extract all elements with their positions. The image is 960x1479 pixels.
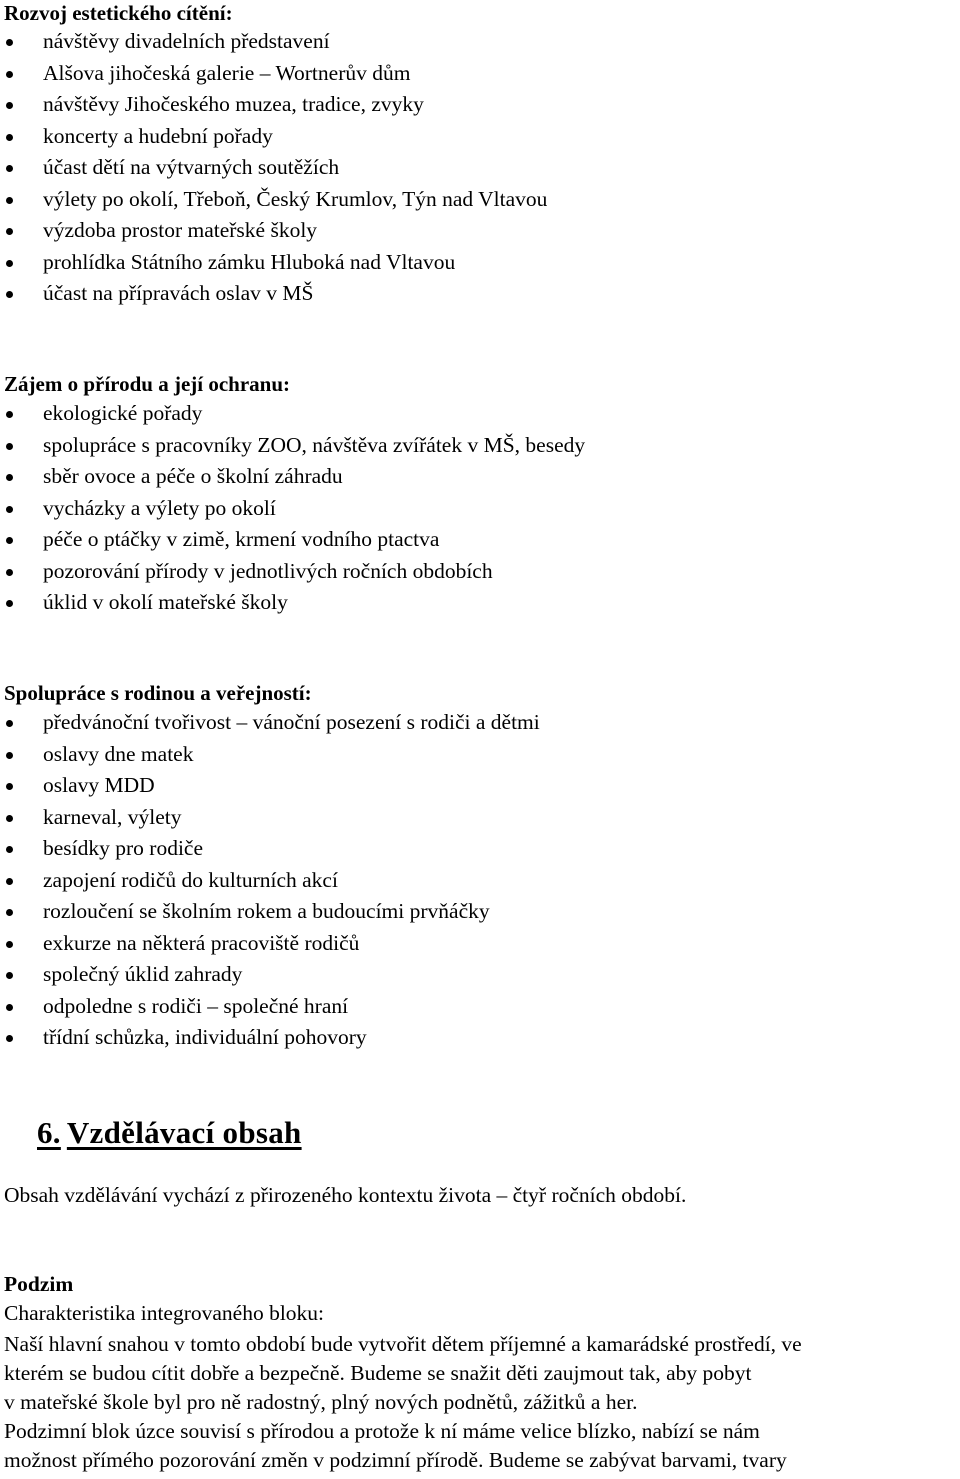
section-heading-nature: Zájem o přírodu a její ochranu: [4, 372, 291, 396]
list-item [0, 587, 585, 619]
bullet-icon [6, 102, 13, 109]
list-item [0, 152, 547, 184]
list-item [0, 26, 547, 58]
bullet-icon [6, 537, 13, 544]
bullet-icon [6, 1004, 13, 1011]
bullet-icon [6, 1035, 13, 1042]
list-item [0, 1022, 540, 1054]
bullet-icon [6, 228, 13, 235]
list-item [0, 770, 540, 802]
list-item [0, 89, 547, 121]
list-item-text: oslavy MDD [43, 773, 155, 797]
bullet-list-family [0, 707, 540, 1054]
bullet-icon [6, 752, 13, 759]
list-item [0, 430, 585, 462]
list-item [0, 524, 585, 556]
list-item [0, 928, 540, 960]
list-item-text: účast na přípravách oslav v MŠ [43, 281, 314, 305]
list-item-text: společný úklid zahrady [43, 962, 243, 986]
list-item [0, 58, 547, 90]
season-body [4, 1330, 802, 1475]
bullet-icon [6, 783, 13, 790]
list-item-text: sběr ovoce a péče o školní záhradu [43, 464, 343, 488]
season-line: Podzimní blok úzce souvisí s přírodou a protože k ní máme velice blízko, nabízí se nám [4, 1419, 760, 1443]
list-item-text: ekologické pořady [43, 401, 203, 425]
bullet-icon [6, 600, 13, 607]
list-item [0, 247, 547, 279]
bullet-icon [6, 846, 13, 853]
bullet-list-nature [0, 398, 585, 619]
list-item [0, 461, 585, 493]
list-item [0, 865, 540, 897]
bullet-icon [6, 909, 13, 916]
list-item-text: zapojení rodičů do kulturních akcí [43, 867, 338, 892]
bullet-icon [6, 39, 13, 46]
list-item-text: návštěvy divadelních představení [43, 29, 330, 53]
season-line: kterém se budou cítit dobře a bezpečně. Budeme se snažit děti zaujmout tak, aby pobyt [4, 1361, 752, 1385]
chapter-title [37, 1113, 302, 1153]
bullet-icon [6, 569, 13, 576]
bullet-icon [6, 197, 13, 204]
section-heading-aesthetic: Rozvoj estetického cítění: [4, 1, 233, 25]
list-item-text: předvánoční tvořivost – vánoční posezení s rodiči a dětmi [43, 710, 540, 734]
list-item [0, 896, 540, 928]
bullet-icon [6, 972, 13, 979]
list-item-text: pozorování přírody v jednotlivých ročních obdobích [43, 558, 493, 583]
bullet-icon [6, 291, 13, 298]
list-item [0, 184, 547, 216]
list-item-text: účast dětí na výtvarných soutěžích [43, 155, 340, 179]
season-line: Naší hlavní snahou v tomto období bude vytvořit dětem příjemné a kamarádské prostředí, ve [4, 1332, 802, 1356]
list-item-text: třídní schůzka, individuální pohovory [43, 1025, 367, 1049]
bullet-list-aesthetic [0, 26, 547, 310]
chapter-number: 6. [37, 1115, 61, 1150]
bullet-icon [6, 165, 13, 172]
bullet-icon [6, 443, 13, 450]
chapter-title-text: Vzdělávací obsah [66, 1115, 302, 1150]
list-item-text: výlety po okolí, Třeboň, Český Krumlov, Týn nad Vltavou [43, 186, 548, 211]
list-item [0, 991, 540, 1023]
list-item [0, 707, 540, 739]
season-subtitle: Charakteristika integrovaného bloku: [4, 1301, 325, 1325]
list-item-text: péče o ptáčky v zimě, krmení vodního ptactva [43, 527, 440, 551]
list-item-text: spolupráce s pracovníky ZOO, návštěva zvířátek v MŠ, besedy [43, 432, 586, 457]
list-item [0, 398, 585, 430]
season-line: v mateřské škole byl pro ně radostný, plný nových podnětů, zážitků a her. [4, 1390, 638, 1414]
bullet-icon [6, 411, 13, 418]
bullet-icon [6, 941, 13, 948]
list-item-text: odpoledne s rodiči – společné hraní [43, 993, 349, 1018]
bullet-icon [6, 474, 13, 481]
list-item-text: koncerty a hudební pořady [43, 123, 273, 148]
list-item [0, 556, 585, 588]
list-item-text: oslavy dne matek [43, 741, 194, 766]
list-item [0, 278, 547, 310]
list-item-text: karneval, výlety [43, 804, 182, 829]
bullet-icon [6, 506, 13, 513]
list-item [0, 833, 540, 865]
list-item-text: Alšova jihočeská galerie – Wortnerův dům [43, 60, 411, 85]
list-item-text: výzdoba prostor mateřské školy [43, 218, 318, 242]
intro-paragraph: Obsah vzdělávání vychází z přirozeného kontextu života – čtyř ročních období. [4, 1183, 687, 1207]
list-item-text: návštěvy Jihočeského muzea, tradice, zvyky [43, 92, 424, 116]
list-item [0, 959, 540, 991]
season-title: Podzim [4, 1272, 74, 1296]
bullet-icon [6, 720, 13, 727]
list-item [0, 739, 540, 771]
list-item-text: exkurze na některá pracoviště rodičů [43, 930, 360, 955]
list-item-text: úklid v okolí mateřské školy [43, 590, 288, 614]
list-item [0, 493, 585, 525]
bullet-icon [6, 134, 13, 141]
list-item [0, 215, 547, 247]
list-item-text: rozloučení se školním rokem a budoucími prvňáčky [43, 899, 490, 923]
list-item [0, 121, 547, 153]
list-item-text: besídky pro rodiče [43, 836, 204, 860]
bullet-icon [6, 260, 13, 267]
season-line: možnost přímého pozorování změn v podzimní přírodě. Budeme se zabývat barvami, tvary [4, 1448, 787, 1472]
section-heading-family: Spolupráce s rodinou a veřejností: [4, 681, 312, 705]
bullet-icon [6, 878, 13, 885]
list-item [0, 802, 540, 834]
list-item-text: prohlídka Státního zámku Hluboká nad Vltavou [43, 249, 456, 274]
bullet-icon [6, 71, 13, 78]
list-item-text: vycházky a výlety po okolí [43, 495, 276, 520]
bullet-icon [6, 815, 13, 822]
